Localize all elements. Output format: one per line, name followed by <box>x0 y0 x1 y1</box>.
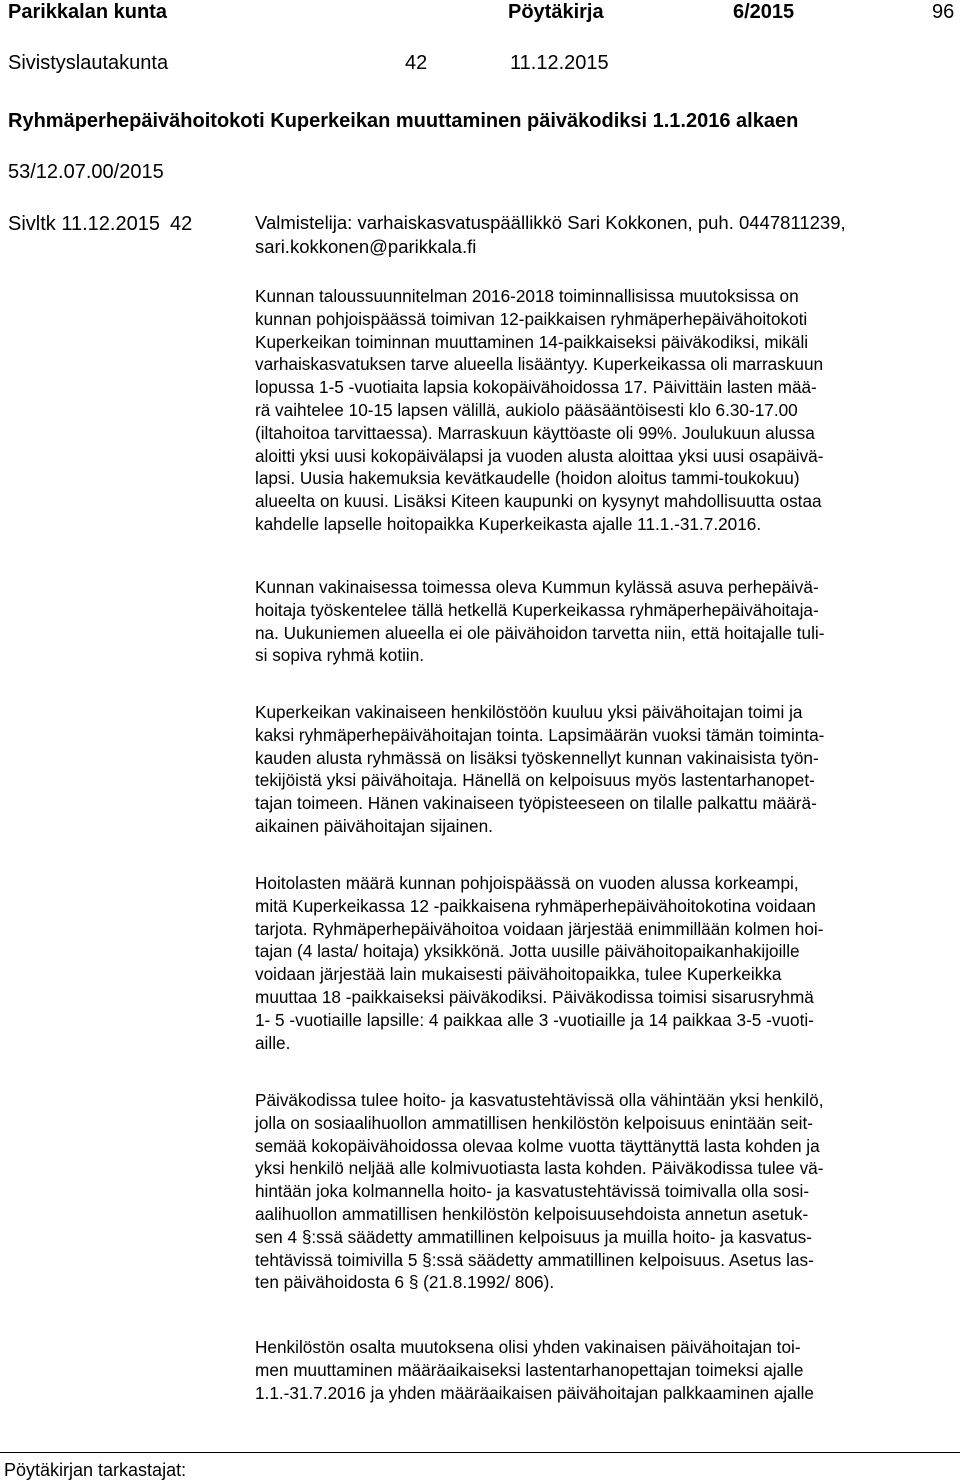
section-number: 42 <box>405 52 428 74</box>
paragraph-5: Päiväkodissa tulee hoito- ja kasvatustehtävissä olla vähintään yksi henkilö, jolla on sosiaalihuollon ammatillisen henkilöstön kelpoisuus enintään seit- semää kokopäivähoidossa olevaa kolme vuotta täyttänyttä lasta kohden ja yksi henkilö neljää alle kolmivuotiasta lasta kohden. Päiväkodissa tulee vä- hintään joka kolmannella hoito- ja kasvatustehtävissä toimivalla olla sosi- aalihuollon ammatillisen henkilöstön kelpoisuusehdoista annetun asetuk- sen 4 §:ssä säädetty ammatillinen kelpoisuus ja muilla hoito- ja kasvatus- tehtävissä toimivilla 5 §:ssä säädetty ammatillinen kelpoisuus. Asetus las- ten päivähoidosta 6 § (21.8.1992/ 806). <box>255 1090 824 1293</box>
meeting-body-date: Sivltk 11.12.2015 <box>8 213 160 235</box>
paragraph-6: Henkilöstön osalta muutoksena olisi yhden vakinaisen päivähoitajan toi- men muuttaminen määräaikaiseksi lastentarhanopettajan toimeksi ajalle 1.1.-31.7.2016 ja yhden määräaikaisen päivähoitajan palkkaaminen ajalle <box>255 1337 814 1403</box>
paragraph-2: Kunnan vakinaisessa toimessa oleva Kummun kylässä asuva perhepäivä- hoitaja työskentelee tällä hetkellä Kuperkeikassa ryhmäperhepäivähoitaja- na. Uukuniemen alueella ei ole päivähoidon tarvetta niin, että hoitajalle tuli- si sopiva ryhmä kotiin. <box>255 577 825 666</box>
meeting-section: 42 <box>169 213 193 235</box>
page-title: Ryhmäperhepäivähoitokoti Kuperkeikan muuttaminen päiväkodiksi 1.1.2016 alkaen <box>8 110 799 132</box>
meeting-date: 11.12.2015 <box>510 52 609 74</box>
page-number: 96 <box>932 1 955 23</box>
document-number: 6/2015 <box>733 1 795 23</box>
reviewers-label: Pöytäkirjan tarkastajat: <box>4 1460 187 1480</box>
paragraph-1: Kunnan taloussuunnitelman 2016-2018 toiminnallisissa muutoksissa on kunnan pohjoispäässä toimivan 12-paikkaisen ryhmäperhepäivähoitokoti Kuperkeikan toiminnan muuttaminen 14-paikkaiseksi päiväkodiksi, mikäli varhaiskasvatuksen tarve alueella lisääntyy. Kuperkeikassa oli marraskuun lopussa 1-5 -vuotiaita lapsia kokopäivähoidossa 17. Päivittäin lasten mää- rä vaihtelee 10-15 lapsen välillä, aukiolo pääsääntöisesti klo 6.30-17.00 (iltahoitoa tarvittaessa). Marraskuun käyttöaste oli 99%. Joulukuun alussa aloitti yksi uusi kokopäivälapsi ja vuoden alusta aloittaa yksi uusi osapäivä- lapsi. Uusia hakemuksia kevätkaudelle (hoidon aloitus tammi-toukokuu) alueelta on kuusi. Lisäksi Kiteen kaupunki on kysynyt mahdollisuutta ostaa kahdelle lapselle hoitopaikka Kuperkeikasta ajalle 11.1.-31.7.2016. <box>255 286 824 534</box>
footer-divider <box>0 1452 960 1453</box>
preparer-info: Valmistelija: varhaiskasvatuspäällikkö Sari Kokkonen, puh. 0447811239, sari.kokkonen@parikkala.fi <box>255 212 846 257</box>
municipality-name: Parikkalan kunta <box>8 1 167 23</box>
paragraph-3: Kuperkeikan vakinaiseen henkilöstöön kuuluu yksi päivähoitajan toimi ja kaksi ryhmäperhepäivähoitajan tointa. Lapsimäärän vuoksi tämän toiminta- kauden alusta ryhmässä on lisäksi työskennellyt kunnan vakinaisista työn- tekijöistä yksi päivähoitaja. Hänellä on kelpoisuus myös lastentarhanopet- tajan toimeen. Hänen vakinaiseen työpisteeseen on tilalle palkattu määrä- aikainen päivähoitajan sijainen. <box>255 702 825 836</box>
committee-name: Sivistyslautakunta <box>8 52 169 74</box>
paragraph-4: Hoitolasten määrä kunnan pohjoispäässä on vuoden alussa korkeampi, mitä Kuperkeikassa 12 -paikkaisena ryhmäperhepäivähoitokotina voidaan tarjota. Ryhmäperhepäivähoitoa voidaan järjestää enimmillään kolmen hoi- tajan (4 lasta/ hoitaja) yksikkönä. Jotta uusille päivähoitopaikanhakijoille voidaan järjestää lain mukaisesti päivähoitopaikka, tulee Kuperkeikka muuttaa 18 -paikkaiseksi päiväkodiksi. Päiväkodissa toimisi sisarusryhmä 1- 5 -vuotiaille lapsille: 4 paikkaa alle 3 -vuotiaille ja 14 paikkaa 3-5 -vuoti- aille. <box>255 873 824 1053</box>
document-type: Pöytäkirja <box>508 1 604 23</box>
case-number: 53/12.07.00/2015 <box>8 161 164 183</box>
meeting-reference <box>8 212 192 236</box>
